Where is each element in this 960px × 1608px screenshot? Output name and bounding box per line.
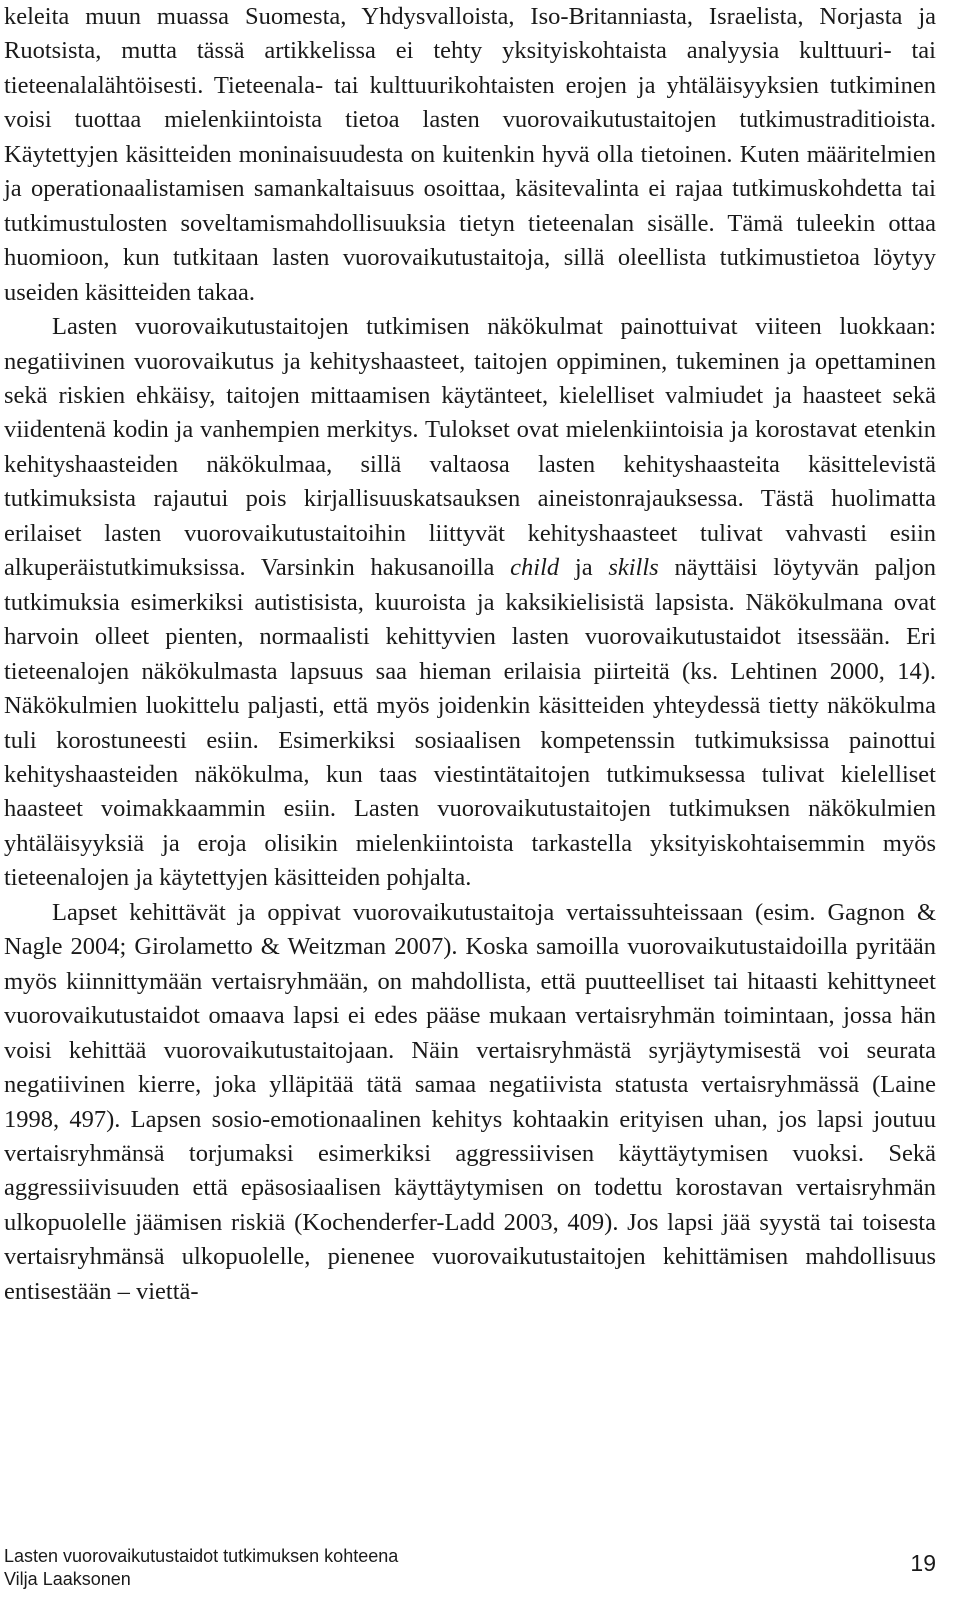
- page-number: 19: [910, 1550, 936, 1576]
- paragraph-1: keleita muun muassa Suomesta, Yhdysvalloista, Iso-Britanniasta, Israelista, Norjasta ja Ruotsista, mutta tässä artikkelissa ei tehty yksityiskohtaista analyysia kulttuuri- tai tieteenalalähtöisesti. Tieteenala- tai kulttuurikohtaisten erojen ja yhtäläisyyksien tutkiminen voisi tuottaa mielenkiintoista tietoa lasten vuorovaikutustaitojen tutkimustraditioista. Käytettyjen käsitteiden moninaisuudesta on kuitenkin hyvä olla tietoinen. Kuten määritelmien ja operationaalistamisen samankaltaisuus osoittaa, käsitevalinta ei rajaa tutkimuskohdetta tai tutkimustulosten soveltamismahdollisuuksia tietyn tieteenalan sisälle. Tämä tuleekin ottaa huomioon, kun tutkitaan lasten vuorovaikutustaitoja, sillä oleellista tutkimustietoa löytyy useiden käsitteiden takaa.: [4, 3, 936, 306]
- paragraph-2-part-2: ja: [559, 554, 609, 582]
- paragraph-3: Lapset kehittävät ja oppivat vuorovaikutustaitoja vertaissuhteissaan (esim. Gagnon & Nagle 2004; Girolametto & Weitzman 2007). Koska samoilla vuorovaikutustaidoilla pyritään myös kiinnittymään vertaisryhmään, on mahdollista, että puutteelliset tai hitaasti kehittyneet vuorovaikutustaidot omaava lapsi ei edes pääse mukaan vertaisryhmän toimintaan, jossa hän voisi kehittää vuorovaikutustaitojaan. Näin vertaisryhmästä syrjäytymisestä voi seurata negatiivinen kierre, joka ylläpitää tätä samaa negatiivista statusta vertaisryhmässä (Laine 1998, 497). Lapsen sosio-emotionaalinen kehitys kohtaakin erityisen uhan, jos lapsi joutuu vertaisryhmänsä torjumaksi esimerkiksi aggressiivisen käyttäytymisen vuoksi. Sekä aggressiivisuuden että epäsosiaalisen käyttäytymisen on todettu korostavan vertaisryhmän ulkopuolelle jäämisen riskiä (Kochenderfer-Ladd 2003, 409). Jos lapsi jää syystä tai toisesta vertaisryhmänsä ulkopuolelle, pienenee vuorovaikutustaitojen kehittämisen mahdollisuus entisestään – viettä-: [4, 898, 936, 1305]
- paragraph-2-part-3: näyttäisi löytyvän paljon tutkimuksia esimerkiksi autistisista, kuuroista ja kaksikielisistä lapsista. Näkökulmana ovat harvoin olleet pienten, normaalisti kehittyvien lasten vuorovaikutustaidot itsessään. Eri tieteenalojen näkökulmasta lapsuus saa hieman erilaisia piirteitä (ks. Lehtinen 2000, 14). Näkökulmien luokittelu paljasti, että myös joidenkin käsitteiden yhteydessä tietty näkökulma tuli korostuneesti esiin. Esimerkiksi sosiaalisen kompetenssin tutkimuksissa painottui kehityshaasteiden näkökulma, kun taas viestintätaitojen tutkimuksessa tulivat kielelliset haasteet voimakkaammin esiin. Lasten vuorovaikutustaitojen tutkimuksen näkökulmien yhtäläisyyksiä ja eroja olisikin mielenkiintoista tarkastella yksityiskohtaisemmin myös tieteenalojen ja käytettyjen käsitteiden pohjalta.: [4, 554, 936, 892]
- term-skills: skills: [608, 554, 659, 582]
- paragraph-2-part-1: Lasten vuorovaikutustaitojen tutkimisen näkökulmat painottuivat viiteen luokkaan: negatiivinen vuorovaikutus ja kehityshaasteet, taitojen oppiminen, tukeminen ja opettaminen sekä riskien ehkäisy, taitojen mittaamisen käytänteet, kielelliset valmiudet ja haasteet sekä viidentenä kodin ja vanhempien merkitys. Tulokset ovat mielenkiintoisia ja korostavat etenkin kehityshaasteiden näkökulmaa, sillä valtaosa lasten kehityshaasteita käsittelevistä tutkimuksista rajautui pois kirjallisuuskatsauksen aineistonrajauksessa. Tästä huolimatta erilaiset lasten vuorovaikutustaitoihin liittyvät kehityshaasteet tulivat vahvasti esiin alkuperäistutkimuksissa. Varsinkin hakusanoilla: [4, 313, 936, 582]
- footer-title: Lasten vuorovaikutustaidot tutkimuksen kohteena: [4, 1546, 399, 1566]
- footer-author: Vilja Laaksonen: [4, 1569, 131, 1589]
- article-text: [4, 0, 936, 1309]
- term-child: child: [510, 554, 560, 582]
- paragraph-2: [4, 310, 936, 896]
- page-footer: [4, 1545, 936, 1591]
